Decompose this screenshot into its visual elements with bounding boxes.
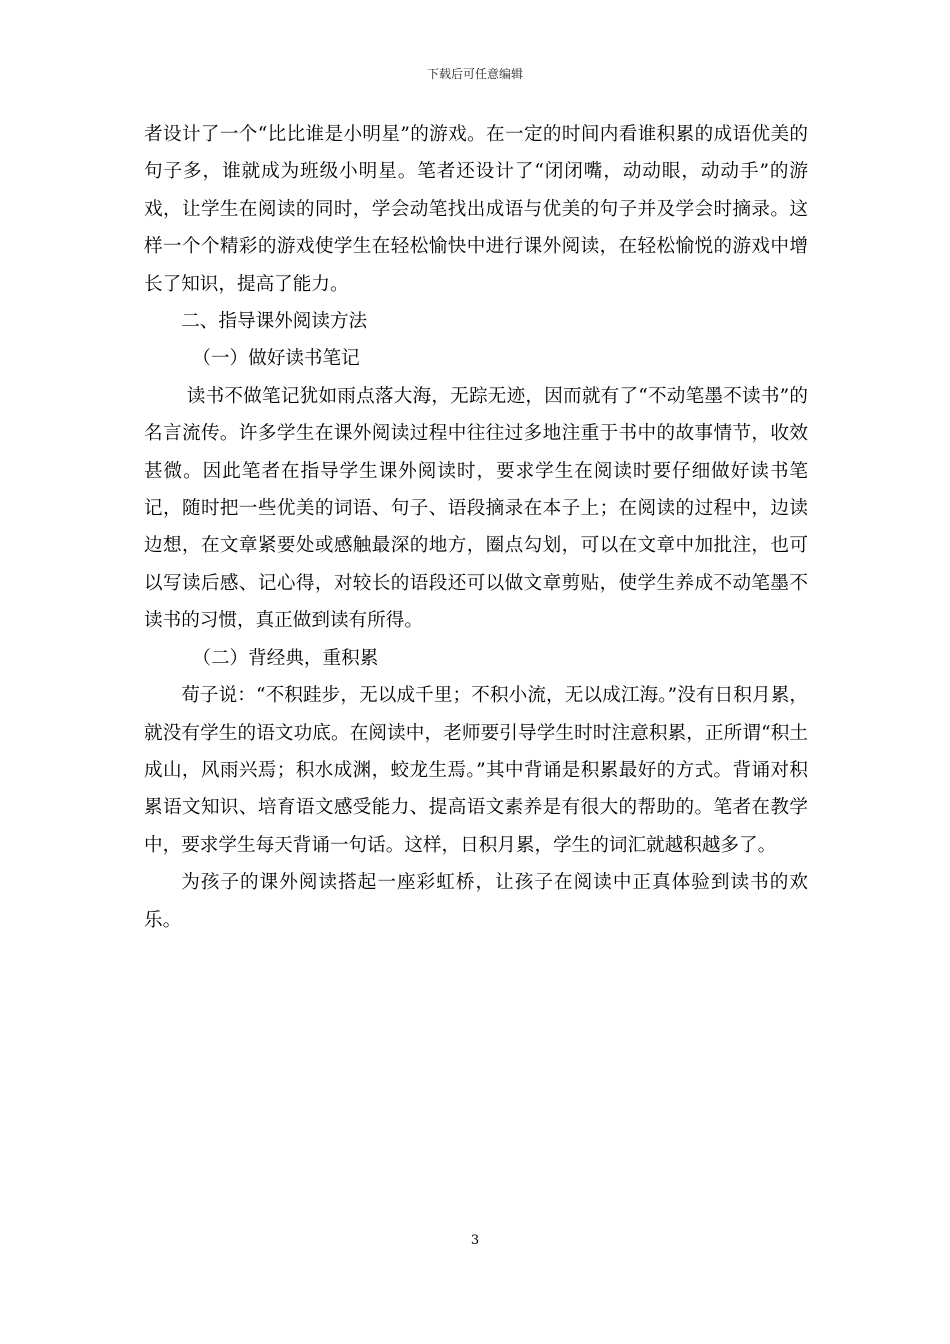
paragraph-game-continuation: 者设计了一个“比比谁是小明星”的游戏。在一定的时间内看谁积累的成语优美的句子多，谁就成为班级小明星。笔者还设计了“闭闭嘴，动动眼，动动手”的游戏，让学生在阅读的同时，学会动笔找出成语与优美的句子并及学会时摘录。这样一个个精彩的游戏使学生在轻松愉快中进行课外阅读，在轻松愉悦的游戏中增长了知识，提高了能力。 [144, 124, 808, 295]
subheading-recite-classics: （二）背经典，重积累 [192, 647, 379, 669]
paragraph-conclusion: 为孩子的课外阅读搭起一座彩虹桥，让孩子在阅读中正真体验到读书的欢乐。 [144, 872, 808, 931]
section-heading-reading-methods: 二、指导课外阅读方法 [181, 311, 368, 333]
page-header: 下载后可任意编辑 [426, 67, 523, 81]
document-body [144, 116, 808, 939]
subheading-reading-notes: （一）做好读书笔记 [192, 348, 360, 370]
page-number: 3 [470, 1233, 480, 1248]
paragraph-reading-notes: 读书不做笔记犹如雨点落大海，无踪无迹，因而就有了“不动笔墨不读书”的名言流传。许多学生在课外阅读过程中往往过多地注重于书中的故事情节，收效甚微。因此笔者在指导学生课外阅读时，要求学生在阅读时要仔细做好读书笔记，随时把一些优美的词语、句子、语段摘录在本子上；在阅读的过程中，边读边想，在文章紧要处或感触最深的地方，圈点勾划，可以在文章中加批注，也可以写读后感、记心得，对较长的语段还可以做文章剪贴，使学生养成不动笔墨不读书的习惯，真正做到读有所得。 [144, 385, 808, 632]
paragraph-recite-classics: 荀子说：“不积跬步，无以成千里；不积小流，无以成江海。”没有日积月累，就没有学生的语文功底。在阅读中，老师要引导学生时时注意积累，正所谓“积土成山，风雨兴焉；积水成渊，蛟龙生焉。”其中背诵是积累最好的方式。背诵对积累语文知识、培育语文感受能力、提高语文素养是有很大的帮助的。笔者在教学中，要求学生每天背诵一句话。这样，日积月累，学生的词汇就越积越多了。 [144, 685, 808, 856]
